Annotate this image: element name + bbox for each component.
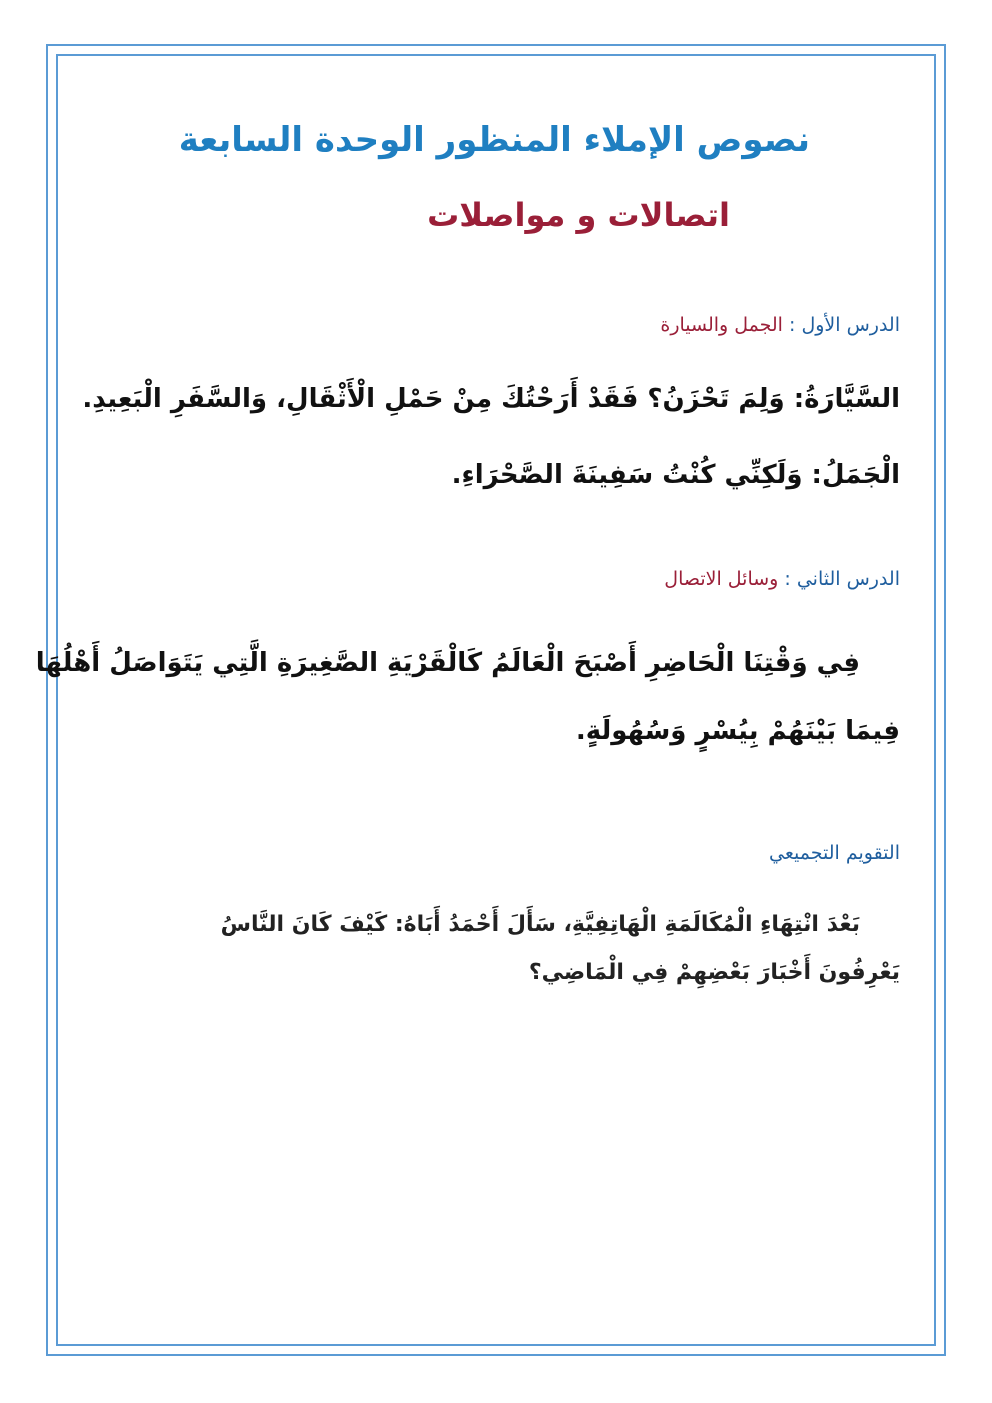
lesson2-label: الدرس الثاني : xyxy=(784,568,900,590)
lesson1-heading xyxy=(660,314,900,336)
unit-subtitle: اتصالات و مواصلات xyxy=(427,196,730,234)
lesson1-line-1: السَّيَّارَةُ: وَلِمَ تَحْزَنُ؟ فَقَدْ أَرَحْتُكَ مِنْ حَمْلِ الْأَثْقَالِ، وَالسَّفَرِ الْبَعِيدِ. xyxy=(82,384,900,414)
evaluation-label: التقويم التجميعي xyxy=(769,842,900,864)
evaluation-line-1: بَعْدَ انْتِهَاءِ الْمُكَالَمَةِ الْهَاتِفِيَّةِ، سَأَلَ أَحْمَدُ أَبَاهُ: كَيْفَ كَانَ النَّاسُ xyxy=(220,912,860,937)
lesson1-name: الجمل والسيارة xyxy=(660,314,783,336)
lesson2-name: وسائل الاتصال xyxy=(664,568,779,590)
lesson2-line-2: فِيمَا بَيْنَهُمْ بِيُسْرٍ وَسُهُولَةٍ. xyxy=(575,716,900,746)
lesson2-heading xyxy=(664,568,900,590)
lesson1-label: الدرس الأول : xyxy=(789,314,900,336)
page-title: نصوص الإملاء المنظور الوحدة السابعة xyxy=(178,120,810,160)
lesson1-line-2: الْجَمَلُ: وَلَكِنِّي كُنْتُ سَفِينَةَ الصَّحْرَاءِ. xyxy=(451,460,900,490)
lesson2-line-1: فِي وَقْتِنَا الْحَاضِرِ أَصْبَحَ الْعَالَمُ كَالْقَرْيَةِ الصَّغِيرَةِ الَّتِي يَتَوَاصَلُ أَهْلُهَا xyxy=(35,648,860,678)
evaluation-heading xyxy=(769,842,900,864)
evaluation-line-2: يَعْرِفُونَ أَخْبَارَ بَعْضِهِمْ فِي الْمَاضِي؟ xyxy=(528,960,900,985)
document-page xyxy=(35,60,900,1340)
